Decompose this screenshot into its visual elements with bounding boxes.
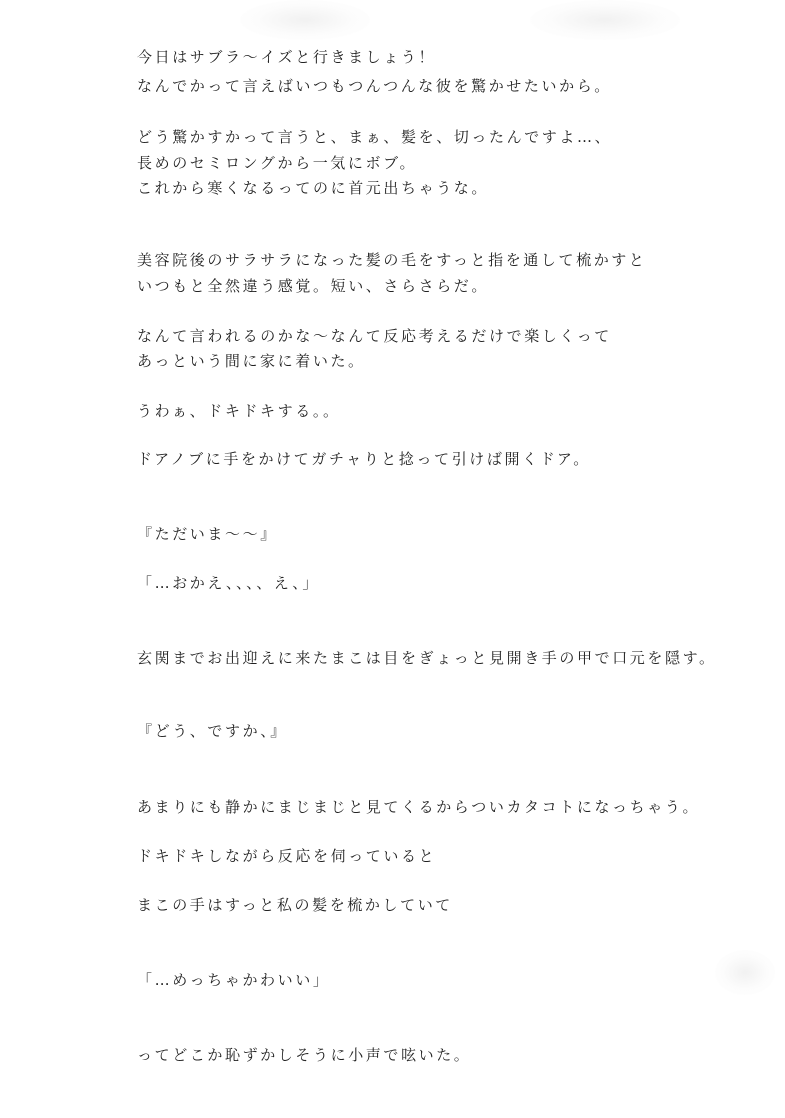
dialogue-line: 「…めっちゃかわいい」 bbox=[137, 971, 331, 989]
text-line: ドキドキしながら反応を伺っていると bbox=[137, 847, 437, 865]
scan-smudge-bottom-right bbox=[715, 950, 775, 995]
text-line: まこの手はすっと私の髪を梳かしていて bbox=[137, 896, 453, 914]
dialogue-line: 「…おかえ、、、、え、」 bbox=[137, 574, 321, 592]
text-line: いつもと全然違う感覚。短い、さらさらだ。 bbox=[137, 277, 490, 295]
dialogue-line: 『どう、ですか、』 bbox=[137, 722, 288, 740]
text-line: これから寒くなるってのに首元出ちゃうな。 bbox=[137, 179, 490, 197]
text-line: あっという間に家に着いた。 bbox=[137, 352, 366, 370]
text-line: どう驚かすかって言うと、まぁ、髪を、切ったんですよ…、 bbox=[137, 128, 613, 146]
text-line: うわぁ、ドキドキする。。 bbox=[137, 402, 341, 420]
scan-smudge-top-right bbox=[530, 0, 680, 40]
dialogue-line: 『ただいま〜〜』 bbox=[137, 525, 278, 543]
text-line: ドアノブに手をかけてガチャりと捻って引けば開くドア。 bbox=[137, 450, 591, 468]
text-line: 長めのセミロングから一気にボブ。 bbox=[137, 154, 418, 172]
text-line: なんでかって言えばいつもつんつんな彼を驚かせたいから。 bbox=[137, 77, 612, 95]
text-line: なんて言われるのかな〜なんて反応考えるだけで楽しくって bbox=[137, 327, 612, 345]
text-line: 玄関までお出迎えに来たまこは目をぎょっと見開き手の甲で口元を隠す。 bbox=[137, 649, 717, 667]
text-line: 今日はサブラ〜イズと行きましょう！ bbox=[137, 48, 437, 66]
text-line: ってどこか恥ずかしそうに小声で呟いた。 bbox=[137, 1046, 472, 1064]
text-line: あまりにも静かにまじまじと見てくるからついカタコトになっちゃう。 bbox=[137, 798, 701, 816]
scan-smudge-top-left bbox=[240, 0, 370, 40]
text-line: 美容院後のサラサラになった髪の毛をすっと指を通して梳かすと bbox=[137, 251, 647, 269]
